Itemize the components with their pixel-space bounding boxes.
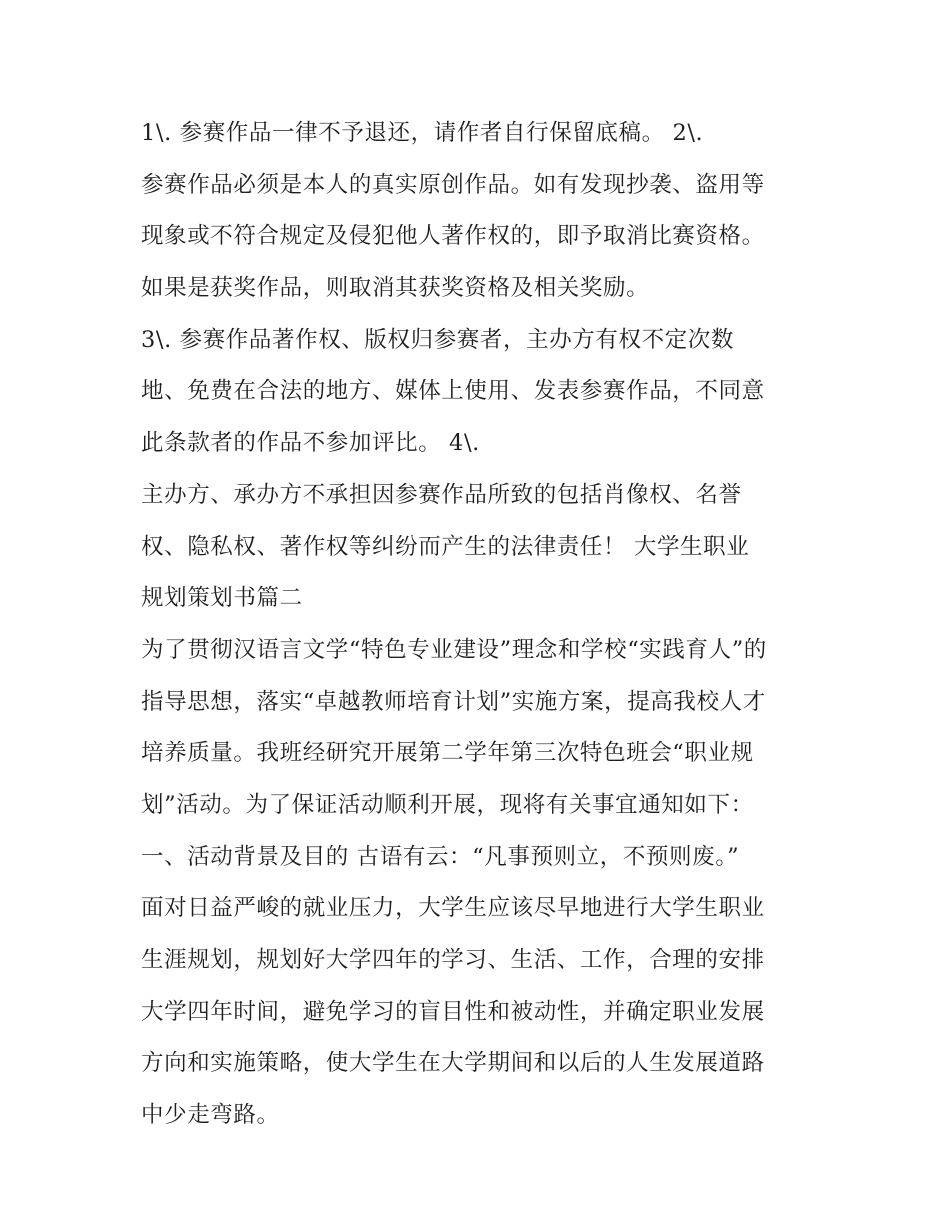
text-line: 3\. 参赛作品著作权、版权归参赛者，主办方有权不定次数	[141, 326, 735, 353]
text-line: 为了贯彻汉语言文学“特色专业建设”理念和学校“实践育人”的	[141, 636, 767, 663]
text-line: 主办方、承办方不承担因参赛作品所致的包括肖像权、名誉	[141, 481, 742, 508]
section-heading: 规划策划书篇二	[141, 585, 303, 612]
document-body	[141, 108, 821, 1142]
text-line: 如果是获奖作品，则取消其获奖资格及相关奖励。	[141, 275, 650, 302]
text-line: 地、免费在合法的地方、媒体上使用、发表参赛作品，不同意	[141, 378, 765, 405]
text-line: 中少走弯路。	[141, 1102, 280, 1129]
text-line: 1\. 参赛作品一律不予退还，请作者自行保留底稿。 2\.	[141, 120, 704, 146]
text-line: 培养质量。我班经研究开展第二学年第三次特色班会“职业规	[141, 740, 754, 767]
text-line: 方向和实施策略，使大学生在大学期间和以后的人生发展道路	[141, 1050, 765, 1077]
text-line: 参赛作品必须是本人的真实原创作品。如有发现抄袭、盗用等	[141, 171, 765, 198]
text-line: 权、隐私权、著作权等纠纷而产生的法律责任！ 大学生职业	[141, 533, 750, 560]
text-line: 一、活动背景及目的 古语有云：“凡事预则立，不预则废。”	[141, 843, 740, 870]
text-line: 指导思想，落实“卓越教师培育计划”实施方案，提高我校人才	[141, 688, 766, 715]
text-line: 现象或不符合规定及侵犯他人著作权的，即予取消比赛资格。	[141, 223, 765, 250]
text-line: 大学四年时间，避免学习的盲目性和被动性，并确定职业发展	[141, 998, 765, 1025]
text-line: 生涯规划，规划好大学四年的学习、生活、工作，合理的安排	[141, 947, 765, 973]
text-line: 此条款者的作品不参加评比。 4\.	[141, 430, 480, 457]
text-line: 划”活动。为了保证活动顺利开展，现将有关事宜通知如下：	[141, 791, 754, 818]
text-line: 面对日益严峻的就业压力，大学生应该尽早地进行大学生职业	[141, 895, 765, 922]
